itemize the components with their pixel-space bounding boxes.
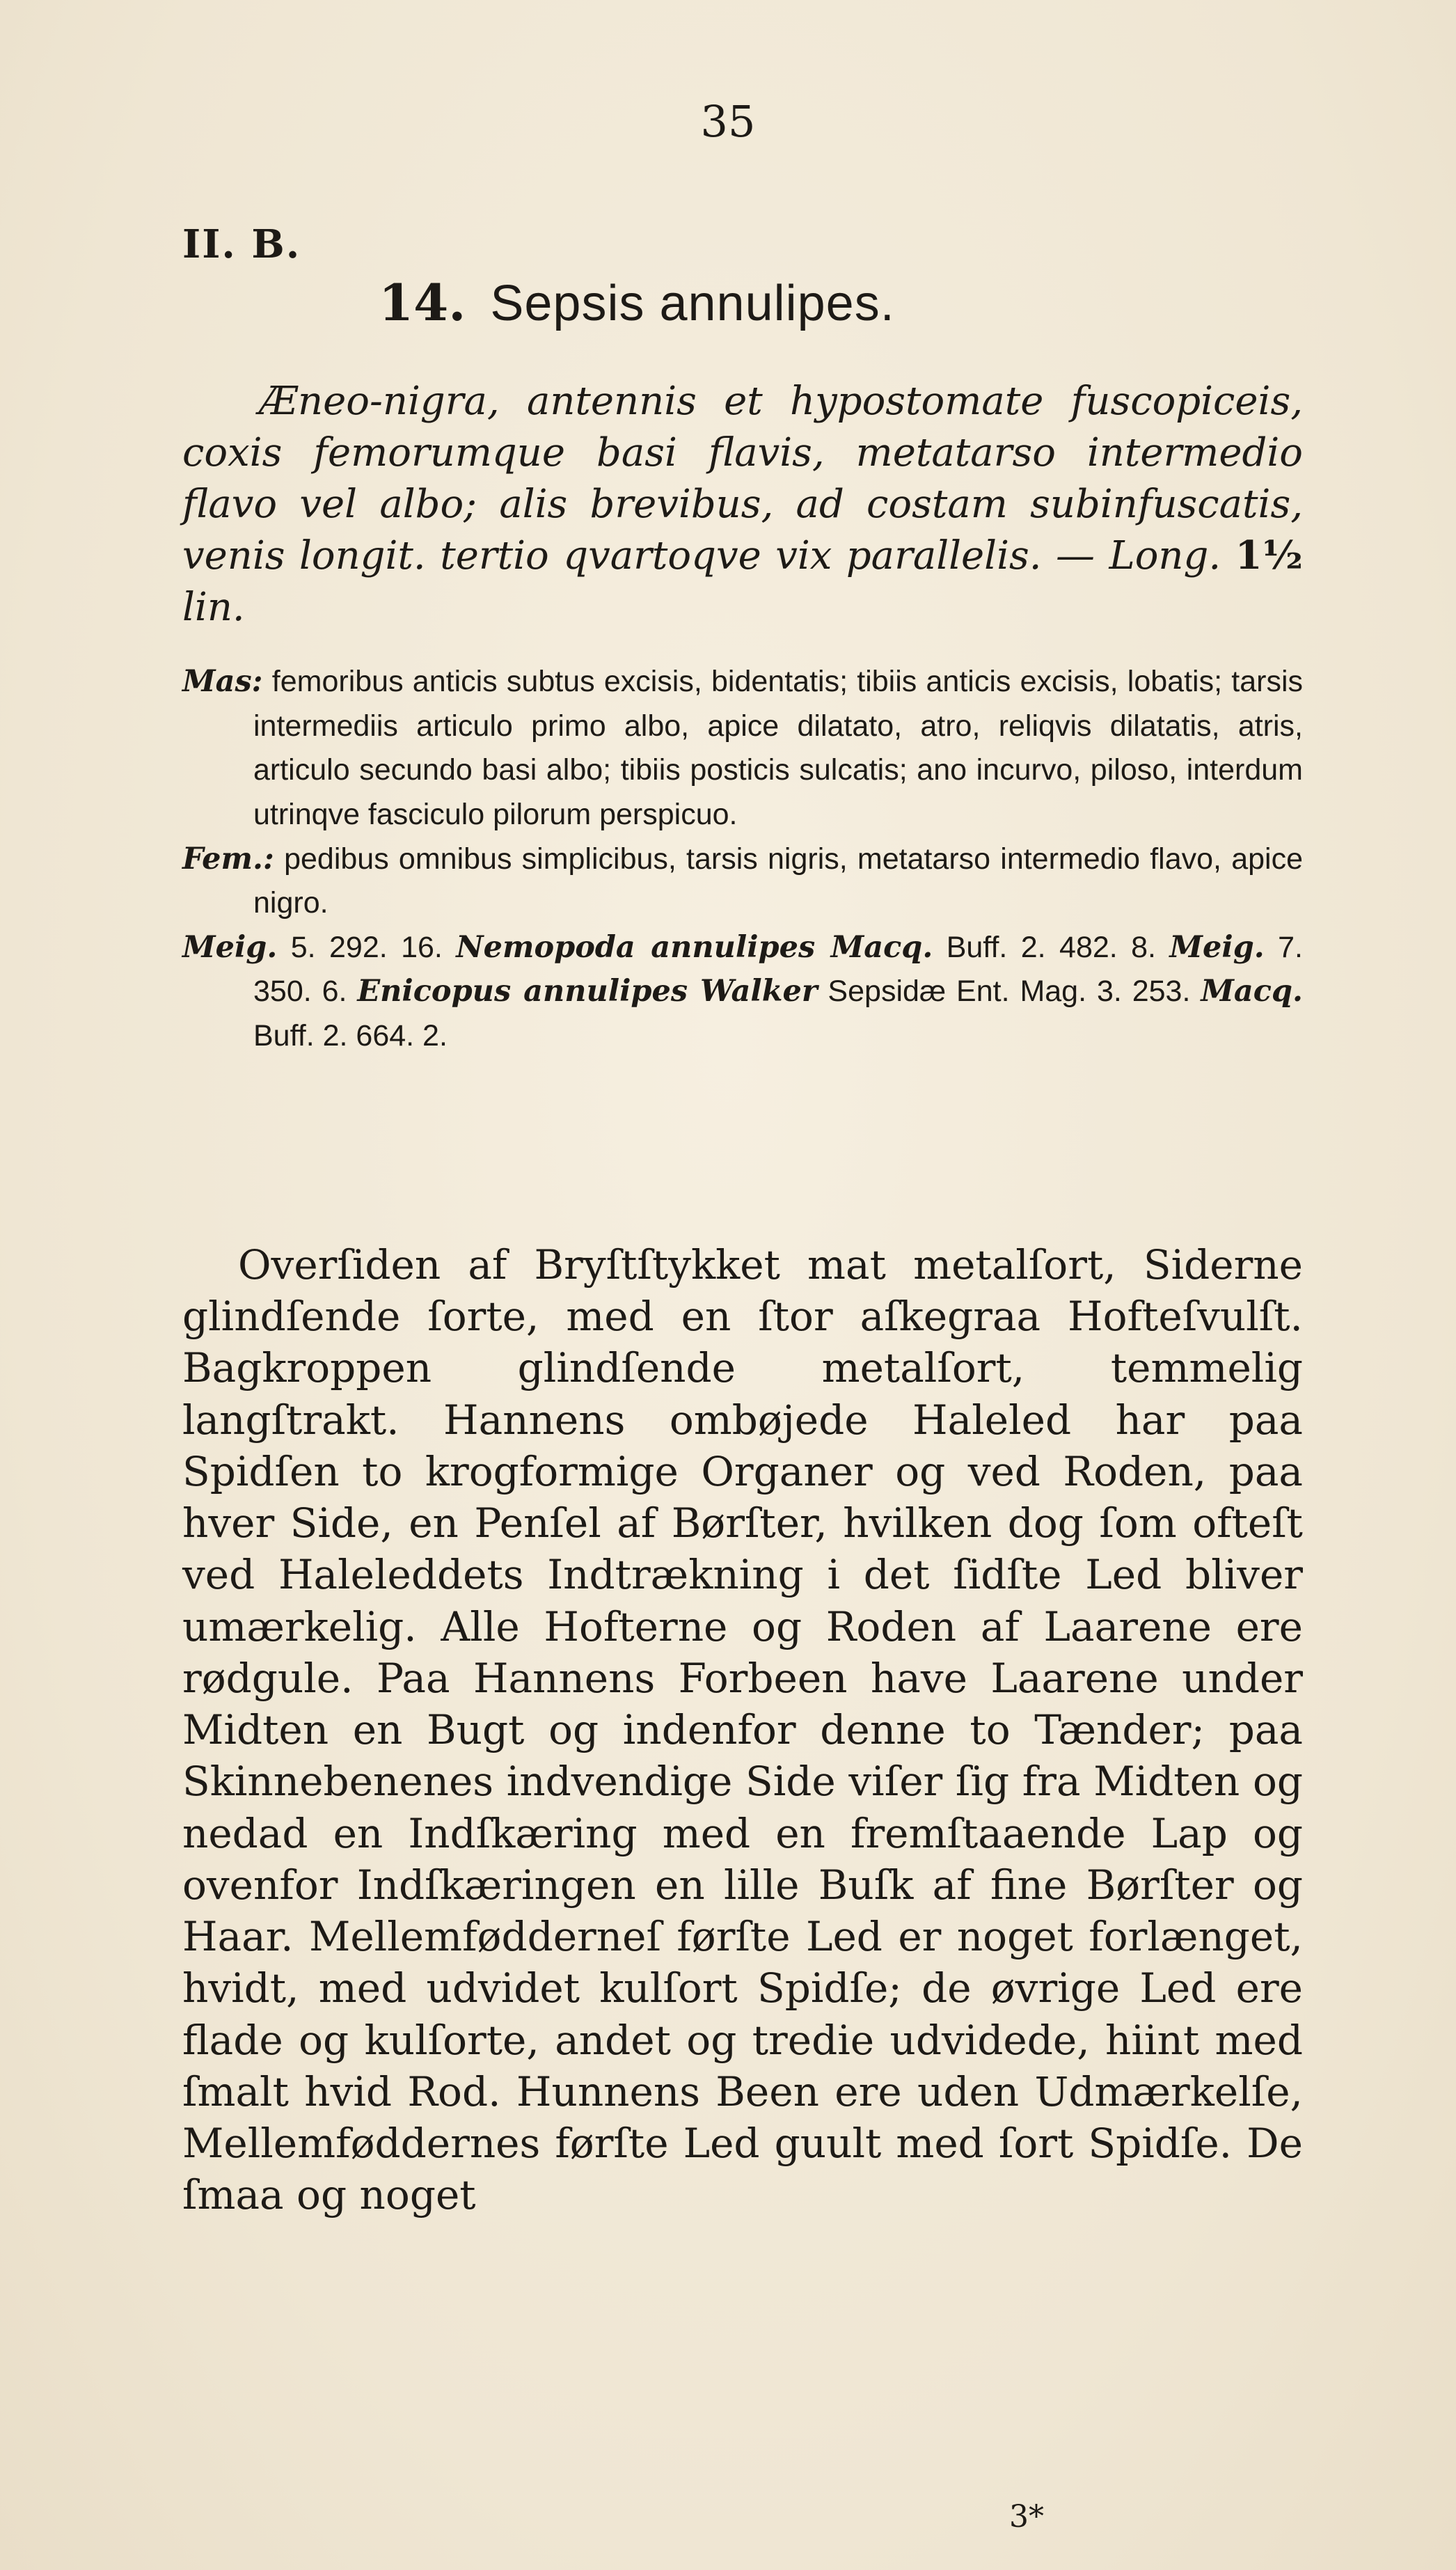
female-label: Fem.: (182, 841, 274, 876)
species-title (379, 273, 895, 332)
ref1-source: Buff. 2. 482. 8. (933, 930, 1170, 964)
danish-paragraph: Overſiden af Bryſtſtykket mat metalſort, Siderne glindſende ſorte, med en ſtor aſkegraa Hofteſvulſt. Bagkroppen glindſende metalſort, temmelig langſtrakt. Hannens ombøjede Haleled har paa Spidſen to krogformige Organer og ved Roden, paa hver Side, en Penſel af Børſter, hvilken dog ſom ofteſt ved Haleleddets Indtrækning i det ſidſte Led bliver umærkelig. Alle Hofterne og Roden af Laarene ere rødgule. Paa Hannens Forbeen have Laarene under Midten en Bugt og indenfor denne to Tænder; paa Skinnebenenes indvendige Side viſer ſig fra Midten og nedad en Indſkæring med en fremſtaaende Lap og ovenfor Indſkæringen en lille Buſk af fine Børſter og Haar. Mellemfødderneſ førſte Led er noget forlænget, hvidt, med udvidet kulſort Spidſe; de øvrige Led ere flade og kulſorte, andet og tredie udvidede, hiint med ſmalt hvid Rod. Hunnens Been ere uden Udmærkelſe, Mellemføddernes førſte Led guult med ſort Spidſe. De ſmaa og noget (182, 1241, 1303, 2219)
diagnosis-text-b: lin. (182, 584, 245, 630)
diagnosis-text-a: Æneo-nigra, antennis et hypostomate fuscopiceis, coxis femorumque basi flavis, metatarso intermedio flavo vel albo; alis brevibus, ad costam subinfuscatis, venis longit. tertio qvartoqve vix parallelis. — Long. (182, 379, 1303, 578)
species-number: 14. (379, 273, 466, 332)
danish-description (182, 1239, 1303, 2221)
ref2-author: Meig. (1169, 929, 1265, 965)
species-name: Sepsis annulipes. (490, 276, 895, 331)
ref2-location: 7. 350. 6. (253, 930, 1304, 1009)
signature-mark: 3* (1009, 2499, 1044, 2534)
diagnosis (182, 376, 1303, 633)
male-text: femoribus anticis subtus excisis, bidentatis; tibiis anticis excisis, lobatis; tarsis intermediis articulo primo albo, apice dilatato, atro, reliqvis dilatatis, atris, articulo secundo basi albo; tibiis posticis sulcatis; ano incurvo, piloso, interdum utrinqve fasciculo pilorum perspicuo. (253, 665, 1303, 831)
female-description (182, 837, 1303, 926)
male-label: Mas: (182, 664, 263, 699)
female-text: pedibus omnibus simplicibus, tarsis nigris, metatarso intermedio flavo, apice nigro. (253, 842, 1303, 920)
references (182, 926, 1303, 1059)
ref3-author: Macq. (1201, 974, 1304, 1009)
ref2-source: Sepsidæ Ent. Mag. 3. 253. (817, 975, 1201, 1009)
ref1-location: 5. 292. 16. (277, 930, 457, 964)
page-number: 35 (700, 96, 756, 147)
ref1-author: Meig. (182, 929, 278, 965)
male-description (182, 660, 1303, 837)
diagnosis-text (182, 376, 1303, 633)
description-block (182, 660, 1303, 1059)
ref2-synonym: Enicopus annulipes Walker (357, 974, 818, 1009)
size-fraction: 1½ (1235, 532, 1303, 578)
ref3-source: Buff. 2. 664. 2. (253, 1019, 448, 1053)
section-label: II. B. (182, 221, 301, 267)
ref1-synonym: Nemopoda annulipes Macq. (456, 929, 933, 965)
